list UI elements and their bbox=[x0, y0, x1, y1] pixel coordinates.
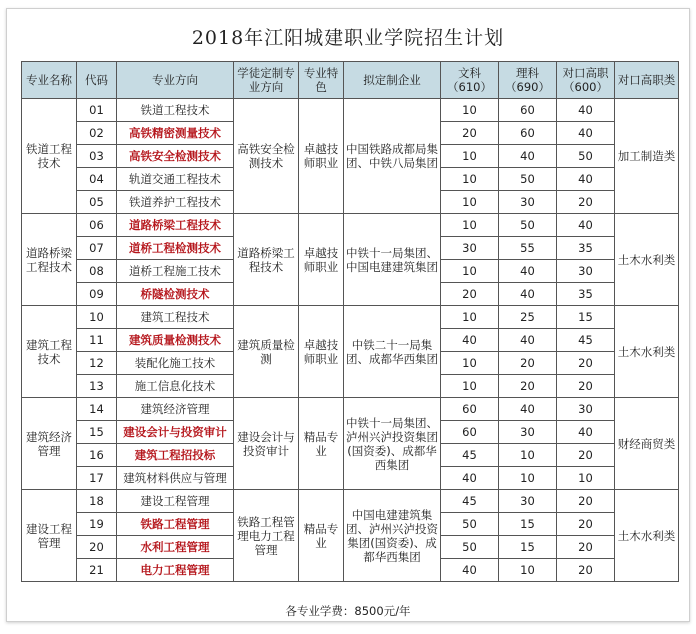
vocational-cell: 40 bbox=[557, 99, 615, 122]
apprentice-cell: 建筑质量检测 bbox=[234, 306, 299, 398]
apprentice-cell: 道路桥梁工程技术 bbox=[234, 214, 299, 306]
code-cell: 11 bbox=[77, 329, 117, 352]
vocational-cell: 20 bbox=[557, 513, 615, 536]
category-cell: 土木水利类 bbox=[615, 214, 679, 306]
arts-cell: 10 bbox=[441, 352, 499, 375]
code-cell: 05 bbox=[77, 191, 117, 214]
science-cell: 20 bbox=[499, 352, 557, 375]
code-cell: 10 bbox=[77, 306, 117, 329]
code-cell: 19 bbox=[77, 513, 117, 536]
code-cell: 01 bbox=[77, 99, 117, 122]
category-cell: 土木水利类 bbox=[615, 490, 679, 582]
direction-cell: 建筑经济管理 bbox=[117, 398, 234, 421]
vocational-cell: 20 bbox=[557, 559, 615, 582]
direction-cell: 建筑材料供应与管理 bbox=[117, 467, 234, 490]
header-company: 拟定制企业 bbox=[344, 62, 441, 99]
major-name-cell: 道路桥梁工程技术 bbox=[22, 214, 77, 306]
vocational-cell: 50 bbox=[557, 145, 615, 168]
company-cell: 中铁十一局集团、中国电建建筑集团 bbox=[344, 214, 441, 306]
direction-cell: 高铁安全检测技术 bbox=[117, 145, 234, 168]
vocational-cell: 20 bbox=[557, 375, 615, 398]
vocational-cell: 35 bbox=[557, 237, 615, 260]
code-cell: 17 bbox=[77, 467, 117, 490]
vocational-cell: 20 bbox=[557, 490, 615, 513]
code-cell: 03 bbox=[77, 145, 117, 168]
table-row bbox=[22, 398, 679, 421]
header-feature: 专业特色 bbox=[299, 62, 344, 99]
header-vocational: 对口高职（600） bbox=[557, 62, 615, 99]
arts-cell: 20 bbox=[441, 283, 499, 306]
code-cell: 15 bbox=[77, 421, 117, 444]
feature-cell: 卓越技师职业 bbox=[299, 214, 344, 306]
code-cell: 02 bbox=[77, 122, 117, 145]
direction-cell: 道桥工程施工技术 bbox=[117, 260, 234, 283]
arts-cell: 10 bbox=[441, 306, 499, 329]
science-cell: 40 bbox=[499, 260, 557, 283]
direction-cell: 铁路工程管理 bbox=[117, 513, 234, 536]
arts-cell: 60 bbox=[441, 421, 499, 444]
science-cell: 10 bbox=[499, 444, 557, 467]
header-code: 代码 bbox=[77, 62, 117, 99]
major-name-cell: 建筑经济管理 bbox=[22, 398, 77, 490]
science-cell: 10 bbox=[499, 467, 557, 490]
code-cell: 18 bbox=[77, 490, 117, 513]
arts-cell: 20 bbox=[441, 122, 499, 145]
vocational-cell: 35 bbox=[557, 283, 615, 306]
major-name-cell: 建设工程管理 bbox=[22, 490, 77, 582]
arts-cell: 40 bbox=[441, 329, 499, 352]
company-cell: 中铁二十一局集团、成都华西集团 bbox=[344, 306, 441, 398]
arts-cell: 10 bbox=[441, 145, 499, 168]
science-cell: 20 bbox=[499, 375, 557, 398]
enrollment-table bbox=[21, 61, 679, 582]
direction-cell: 装配化施工技术 bbox=[117, 352, 234, 375]
vocational-cell: 10 bbox=[557, 467, 615, 490]
direction-cell: 铁道养护工程技术 bbox=[117, 191, 234, 214]
table-row bbox=[22, 99, 679, 122]
code-cell: 08 bbox=[77, 260, 117, 283]
vocational-cell: 20 bbox=[557, 536, 615, 559]
arts-cell: 45 bbox=[441, 490, 499, 513]
science-cell: 30 bbox=[499, 490, 557, 513]
direction-cell: 建筑工程技术 bbox=[117, 306, 234, 329]
science-cell: 40 bbox=[499, 329, 557, 352]
arts-cell: 40 bbox=[441, 559, 499, 582]
document-frame bbox=[6, 8, 690, 622]
science-cell: 25 bbox=[499, 306, 557, 329]
science-cell: 30 bbox=[499, 421, 557, 444]
table-row bbox=[22, 214, 679, 237]
arts-cell: 50 bbox=[441, 513, 499, 536]
arts-cell: 10 bbox=[441, 260, 499, 283]
apprentice-cell: 建设会计与投资审计 bbox=[234, 398, 299, 490]
apprentice-cell: 铁路工程管理电力工程管理 bbox=[234, 490, 299, 582]
direction-cell: 高铁精密测量技术 bbox=[117, 122, 234, 145]
science-cell: 50 bbox=[499, 168, 557, 191]
vocational-cell: 40 bbox=[557, 421, 615, 444]
direction-cell: 建筑质量检测技术 bbox=[117, 329, 234, 352]
vocational-cell: 45 bbox=[557, 329, 615, 352]
vocational-cell: 40 bbox=[557, 168, 615, 191]
direction-cell: 建筑工程招投标 bbox=[117, 444, 234, 467]
direction-cell: 建设工程管理 bbox=[117, 490, 234, 513]
arts-cell: 60 bbox=[441, 398, 499, 421]
arts-cell: 10 bbox=[441, 168, 499, 191]
feature-cell: 精品专业 bbox=[299, 398, 344, 490]
code-cell: 09 bbox=[77, 283, 117, 306]
arts-cell: 10 bbox=[441, 214, 499, 237]
direction-cell: 施工信息化技术 bbox=[117, 375, 234, 398]
science-cell: 50 bbox=[499, 214, 557, 237]
science-cell: 15 bbox=[499, 513, 557, 536]
arts-cell: 45 bbox=[441, 444, 499, 467]
code-cell: 12 bbox=[77, 352, 117, 375]
arts-cell: 30 bbox=[441, 237, 499, 260]
code-cell: 13 bbox=[77, 375, 117, 398]
direction-cell: 建设会计与投资审计 bbox=[117, 421, 234, 444]
header-direction: 专业方向 bbox=[117, 62, 234, 99]
direction-cell: 水利工程管理 bbox=[117, 536, 234, 559]
company-cell: 中国电建建筑集团、泸州兴泸投资集团(国资委)、成都华西集团 bbox=[344, 490, 441, 582]
header-category: 对口高职类 bbox=[615, 62, 679, 99]
code-cell: 06 bbox=[77, 214, 117, 237]
code-cell: 07 bbox=[77, 237, 117, 260]
feature-cell: 精品专业 bbox=[299, 490, 344, 582]
page-title: 2018年江阳城建职业学院招生计划 bbox=[191, 27, 505, 49]
direction-cell: 桥隧检测技术 bbox=[117, 283, 234, 306]
code-cell: 16 bbox=[77, 444, 117, 467]
direction-cell: 电力工程管理 bbox=[117, 559, 234, 582]
direction-cell: 道桥工程检测技术 bbox=[117, 237, 234, 260]
major-name-cell: 铁道工程技术 bbox=[22, 99, 77, 214]
feature-cell: 卓越技师职业 bbox=[299, 99, 344, 214]
header-major: 专业名称 bbox=[22, 62, 77, 99]
table-row bbox=[22, 306, 679, 329]
vocational-cell: 20 bbox=[557, 191, 615, 214]
vocational-cell: 40 bbox=[557, 122, 615, 145]
arts-cell: 10 bbox=[441, 99, 499, 122]
code-cell: 20 bbox=[77, 536, 117, 559]
vocational-cell: 30 bbox=[557, 260, 615, 283]
science-cell: 40 bbox=[499, 398, 557, 421]
direction-cell: 轨道交通工程技术 bbox=[117, 168, 234, 191]
category-cell: 土木水利类 bbox=[615, 306, 679, 398]
code-cell: 21 bbox=[77, 559, 117, 582]
category-cell: 财经商贸类 bbox=[615, 398, 679, 490]
arts-cell: 50 bbox=[441, 536, 499, 559]
header-apprentice: 学徒定制专业方向 bbox=[234, 62, 299, 99]
apprentice-cell: 高铁安全检测技术 bbox=[234, 99, 299, 214]
arts-cell: 40 bbox=[441, 467, 499, 490]
feature-cell: 卓越技师职业 bbox=[299, 306, 344, 398]
science-cell: 30 bbox=[499, 191, 557, 214]
arts-cell: 10 bbox=[441, 375, 499, 398]
code-cell: 14 bbox=[77, 398, 117, 421]
vocational-cell: 15 bbox=[557, 306, 615, 329]
category-cell: 加工制造类 bbox=[615, 99, 679, 214]
science-cell: 40 bbox=[499, 145, 557, 168]
arts-cell: 10 bbox=[441, 191, 499, 214]
company-cell: 中国铁路成都局集团、中铁八局集团 bbox=[344, 99, 441, 214]
science-cell: 10 bbox=[499, 559, 557, 582]
science-cell: 15 bbox=[499, 536, 557, 559]
code-cell: 04 bbox=[77, 168, 117, 191]
vocational-cell: 30 bbox=[557, 398, 615, 421]
direction-cell: 铁道工程技术 bbox=[117, 99, 234, 122]
science-cell: 40 bbox=[499, 283, 557, 306]
direction-cell: 道路桥梁工程技术 bbox=[117, 214, 234, 237]
vocational-cell: 20 bbox=[557, 444, 615, 467]
vocational-cell: 20 bbox=[557, 352, 615, 375]
header-row bbox=[22, 62, 679, 99]
science-cell: 55 bbox=[499, 237, 557, 260]
table-row bbox=[22, 490, 679, 513]
science-cell: 60 bbox=[499, 99, 557, 122]
company-cell: 中铁十一局集团、泸州兴泸投资集团(国资委)、成都华西集团 bbox=[344, 398, 441, 490]
header-arts: 文科（610） bbox=[441, 62, 499, 99]
header-science: 理科（690） bbox=[499, 62, 557, 99]
vocational-cell: 40 bbox=[557, 214, 615, 237]
major-name-cell: 建筑工程技术 bbox=[22, 306, 77, 398]
science-cell: 60 bbox=[499, 122, 557, 145]
fee-note: 各专业学费：8500元/年 bbox=[285, 604, 411, 618]
